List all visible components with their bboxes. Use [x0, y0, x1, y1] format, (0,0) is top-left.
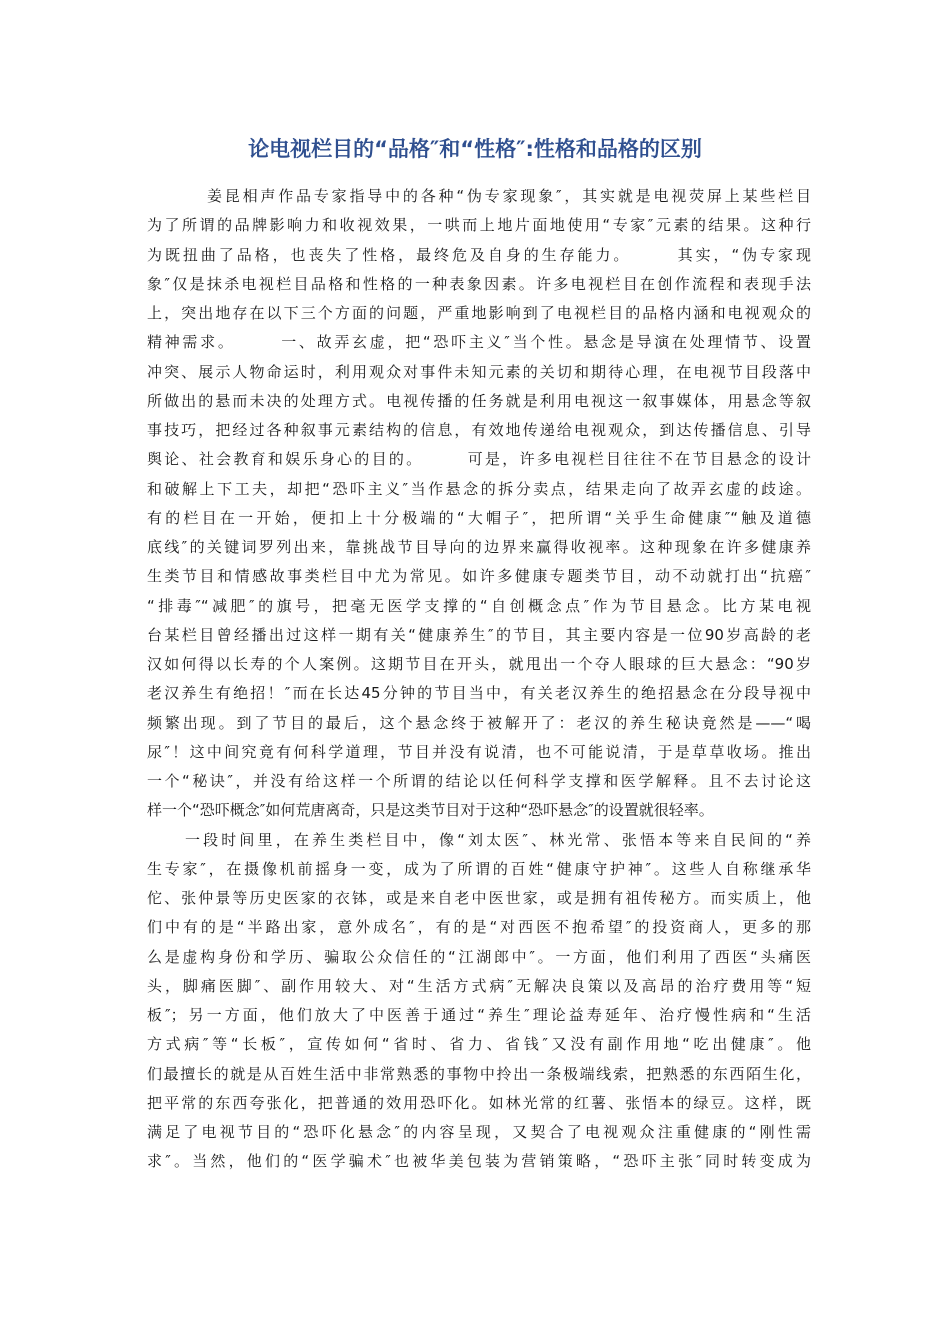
text-line: 样一个“恐吓概念″如何荒唐离奇，只是这类节目对于这种“恐吓悬念″的设置就很轻率。 [147, 801, 714, 820]
text-line: “排毒″“减肥″的旗号，把毫无医学支撑的“自创概念点″作为节目悬念。比方某电视 [147, 596, 811, 615]
text-line: 舆论、社会教育和娱乐身心的目的。 可是，许多电视栏目往往不在节目悬念的设计 [147, 450, 811, 469]
text-line: 冲突、展示人物命运时，利用观众对事件未知元素的关切和期待心理，在电视节目段落中 [147, 362, 811, 381]
text-line: 姜昆相声作品专家指导中的各种“伪专家现象″，其实就是电视荧屏上某些栏目 [207, 187, 811, 205]
text-line: 老汉养生有绝招！″而在长达45分钟的节目当中，有关老汉养生的绝招悬念在分段导视中 [147, 684, 811, 703]
text-line: 频繁出现。到了节目的最后，这个悬念终于被解开了：老汉的养生秘诀竟然是——“喝 [147, 713, 811, 732]
text-line: 满足了电视节目的“恐吓化悬念″的内容呈现，又契合了电视观众注重健康的“刚性需 [147, 1123, 811, 1141]
text-line: 汉如何得以长寿的个人案例。这期节目在开头，就甩出一个夺人眼球的巨大悬念：“90岁 [147, 655, 811, 673]
text-line: 有的栏目在一开始，便扣上十分极端的“大帽子″，把所谓“关乎生命健康″“触及道德 [147, 508, 811, 527]
text-line: 象″仅是抹杀电视栏目品格和性格的一种表象因素。许多电视栏目在创作流程和表现手法 [147, 274, 811, 293]
article-body [147, 182, 811, 1177]
text-line: 事技巧，把经过各种叙事元素结构的信息，有效地传递给电视观众，到达传播信息、引导 [147, 421, 811, 439]
text-line: 一个“秘诀″，并没有给这样一个所谓的结论以任何科学支撑和医学解释。且不去讨论这 [147, 772, 811, 790]
text-line: 把平常的东西夸张化，把普通的效用恐吓化。如林光常的红薯、张悟本的绿豆。这样，既 [147, 1093, 811, 1112]
text-line: 方式病″等“长板″，宣传如何“省时、省力、省钱″又没有副作用地“吃出健康″。他 [147, 1035, 811, 1054]
text-line: 们最擅长的就是从百姓生活中非常熟悉的事物中拎出一条极端线索，把熟悉的东西陌生化， [147, 1064, 811, 1083]
text-line: 佗、张仲景等历史医家的衣钵，或是来自老中医世家，或是拥有祖传秘方。而实质上，他 [147, 889, 811, 907]
text-line: 和破解上下工夫，却把“恐吓主义″当作悬念的拆分卖点，结果走向了故弄玄虚的歧途。 [147, 479, 811, 498]
text-line: 板″；另一方面，他们放大了中医善于通过“养生″理论益寿延年、治疗慢性病和“生活 [147, 1006, 811, 1024]
text-line: 台某栏目曾经播出过这样一期有关“健康养生″的节目，其主要内容是一位90岁高龄的老 [147, 625, 811, 644]
text-line: 生专家″，在摄像机前摇身一变，成为了所谓的百姓“健康守护神″。这些人自称继承华 [147, 859, 811, 878]
text-line: 底线″的关键词罗列出来，靠挑战节目导向的边界来赢得收视率。这种现象在许多健康养 [147, 538, 811, 556]
text-line: 尿″！这中间究竟有何科学道理，节目并没有说清，也不可能说清，于是草草收场。推出 [147, 742, 811, 761]
text-line: 为既扭曲了品格，也丧失了性格，最终危及自身的生存能力。 其实，“伪专家现 [147, 245, 811, 264]
text-line: 上，突出地存在以下三个方面的问题，严重地影响到了电视栏目的品格内涵和电视观众的 [147, 304, 811, 322]
page-title: 论电视栏目的“品格″和“性格″:性格和品格的区别 [248, 137, 702, 161]
text-line: 精神需求。 一、故弄玄虚，把“恐吓主义″当个性。悬念是导演在处理情节、设置 [147, 333, 811, 352]
text-line: 么是虚构身份和学历、骗取公众信任的“江湖郎中″。一方面，他们利用了西医“头痛医 [147, 947, 811, 966]
text-line: 们中有的是“半路出家，意外成名″，有的是“对西医不抱希望″的投资商人，更多的那 [147, 918, 811, 937]
text-line: 为了所谓的品牌影响力和收视效果，一哄而上地片面地使用“专家″元素的结果。这种行 [147, 216, 811, 235]
text-line: 头，脚痛医脚″、副作用较大、对“生活方式病″无解决良策以及高昂的治疗费用等“短 [147, 976, 811, 995]
text-line: 所做出的悬而未决的处理方式。电视传播的任务就是利用电视这一叙事媒体，用悬念等叙 [147, 391, 811, 410]
text-line: 求″。当然，他们的“医学骗术″也被华美包装为营销策略，“恐吓主张″同时转变成为 [147, 1152, 811, 1171]
text-line: 一段时间里，在养生类栏目中，像“刘太医″、林光常、张悟本等来自民间的“养 [185, 830, 811, 849]
text-line: 生类节目和情感故事类栏目中尤为常见。如许多健康专题类节目，动不动就打出“抗癌″ [147, 567, 811, 586]
